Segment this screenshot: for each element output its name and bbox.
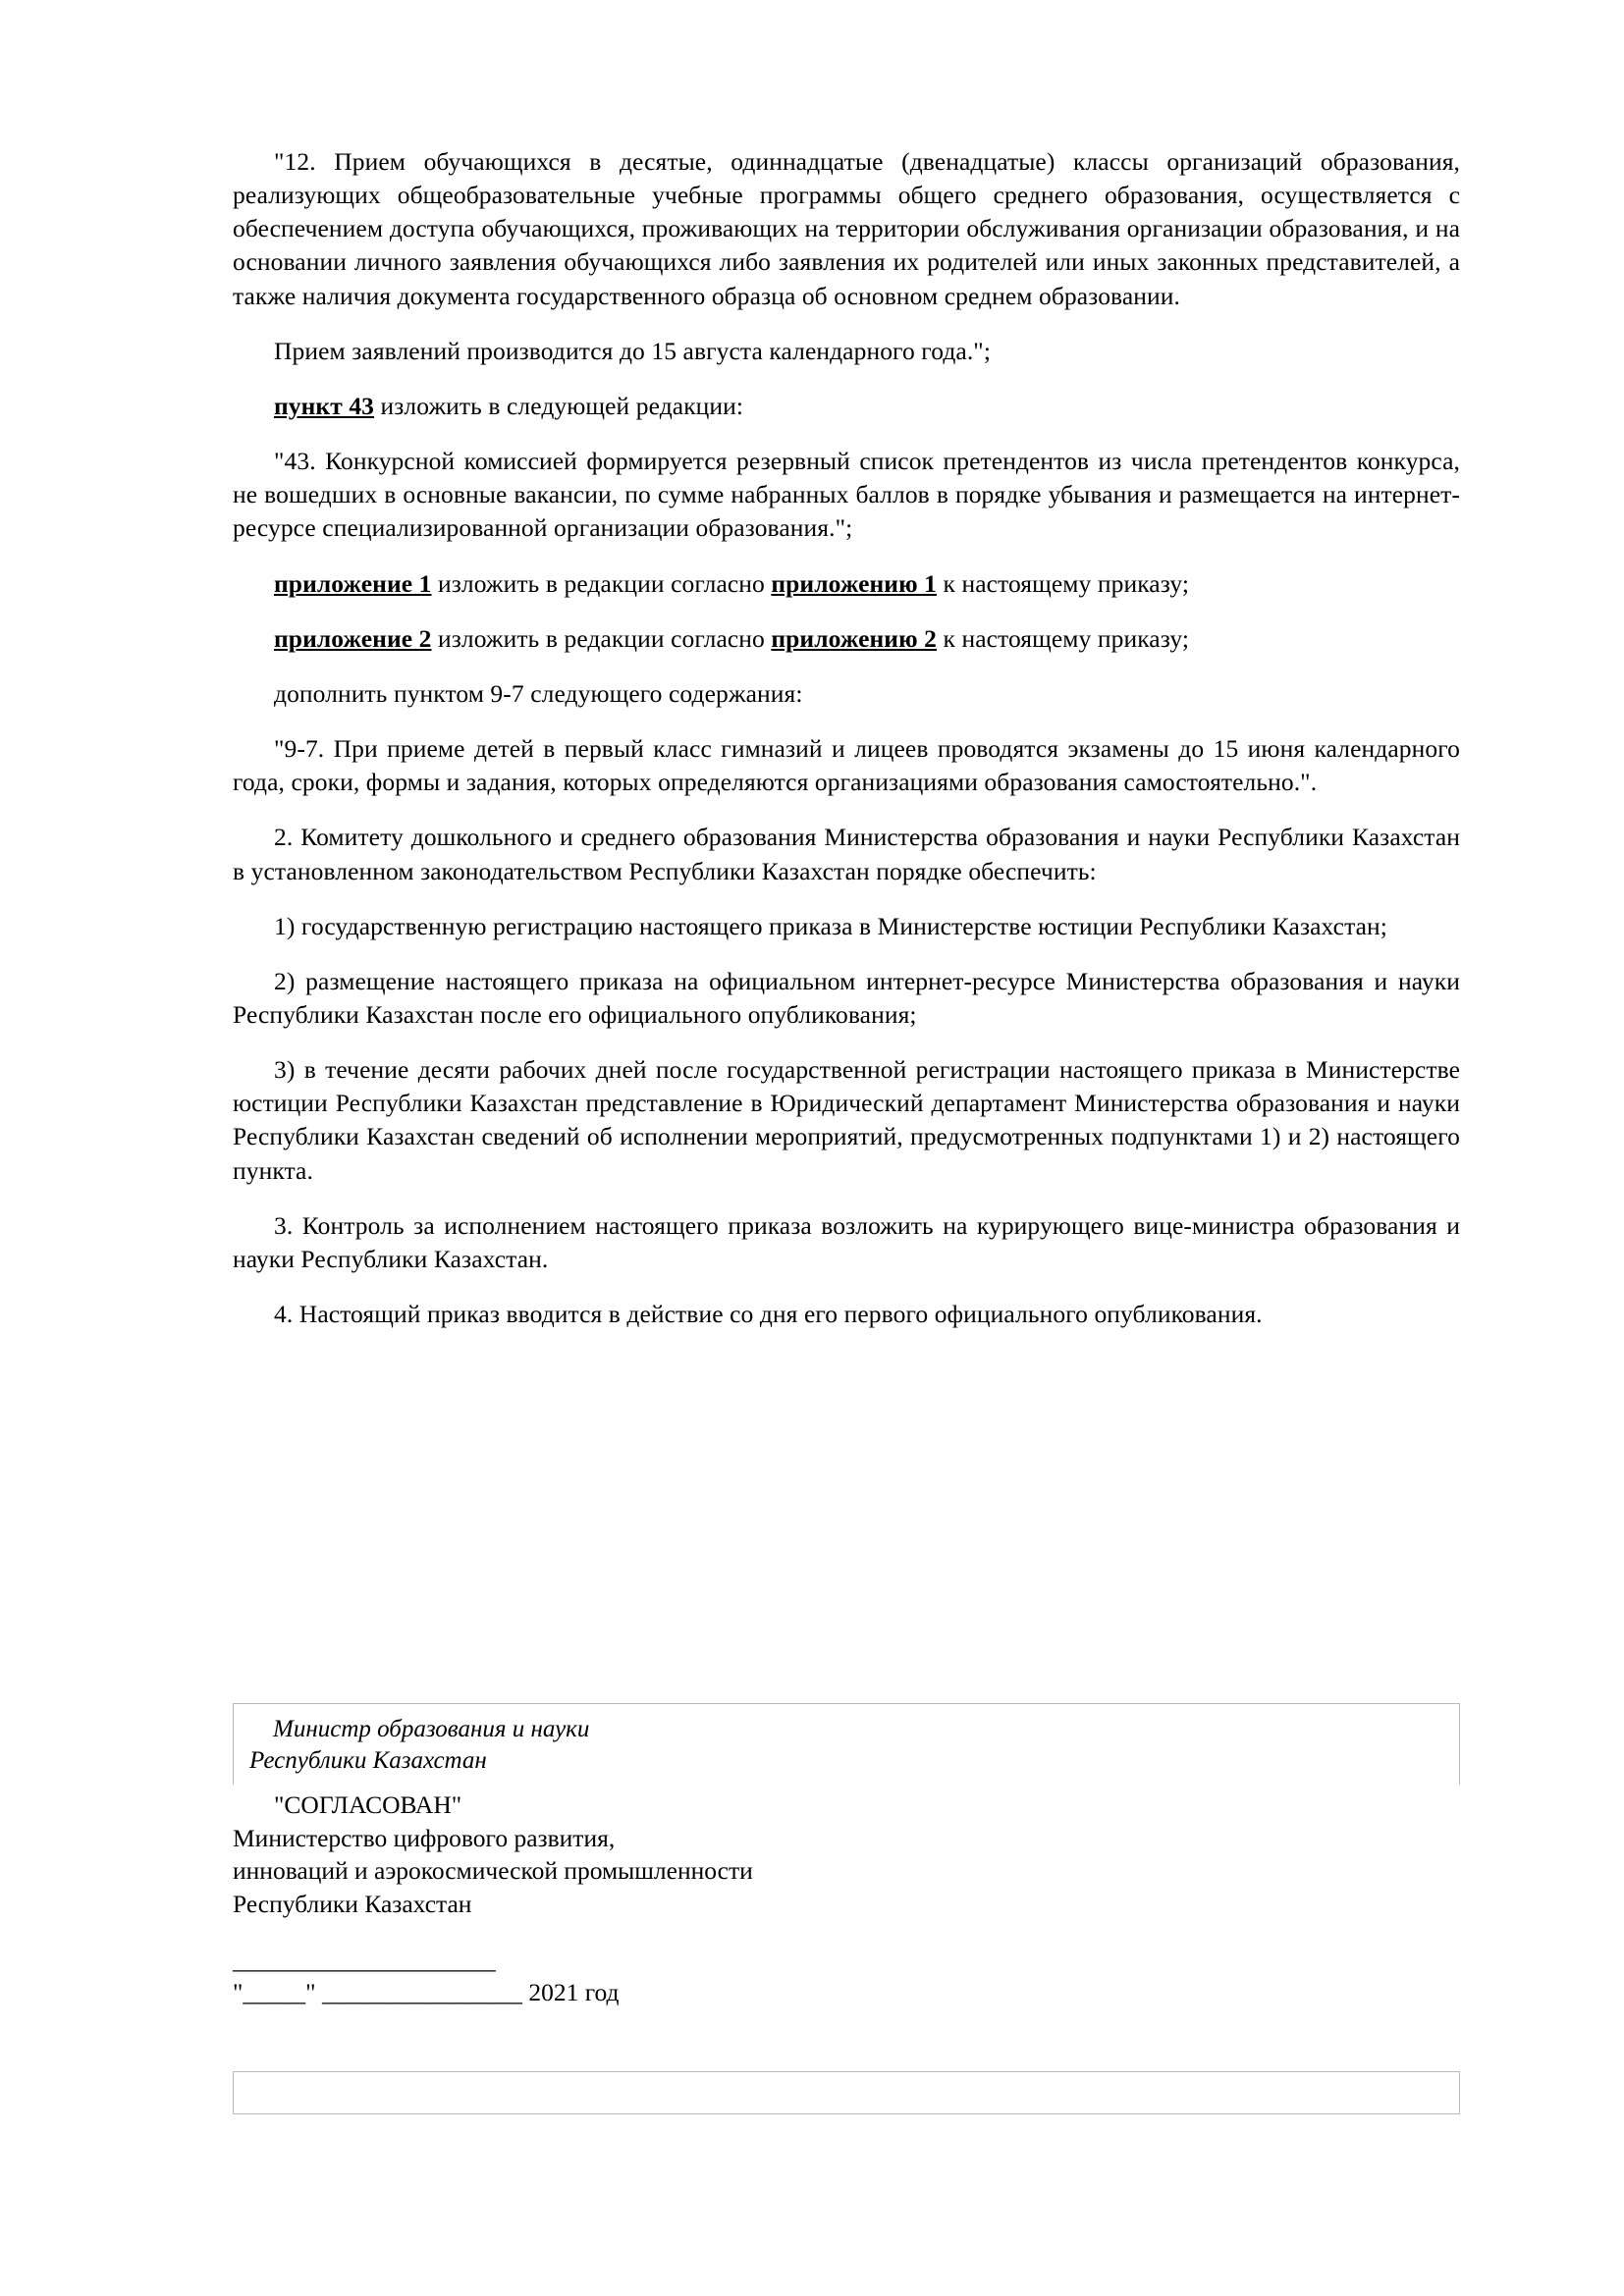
annex-1-reference: приложение 1 <box>274 568 432 598</box>
paragraph-application-deadline: Прием заявлений производится до 15 августа календарного года."; <box>274 336 991 365</box>
paragraph-3: 3. Контроль за исполнением настоящего приказа возложить на курирующего вице-министра образования и науки Республики Казахстан. <box>233 1210 1460 1273</box>
approval-block <box>233 1785 1460 2008</box>
paragraph-point-43-intro <box>233 390 1460 423</box>
paragraph-2-subpoint-3: 3) в течение десяти рабочих дней после государственной регистрации настоящего приказа в Министерстве юстиции Республики Казахстан представление в Юридический департамент Министерства образования и науки Республики Казахстан сведений об исполнении мероприятий, предусмотренных подпунктами 1) и 2) настоящего пункта. <box>233 1055 1460 1185</box>
approval-title: "СОГЛАСОВАН" <box>274 1790 462 1819</box>
annex-2-reference: приложение 2 <box>274 623 432 653</box>
paragraph-annex-2 <box>233 622 1460 656</box>
paragraph-2-subpoint-1: 1) государственную регистрацию настоящего приказа в Министерстве юстиции Республики Казахстан; <box>274 911 1387 940</box>
document-body <box>233 145 1460 1353</box>
paragraph-annex-1 <box>233 567 1460 601</box>
approval-ministry-line-3: Республики Казахстан <box>233 1889 472 1918</box>
paragraph-12: "12. Прием обучающихся в десятые, одиннадцатые (двенадцатые) классы организаций образования, реализующих общеобразовательные учебные программы общего среднего образования, осуществляется с обеспечением доступа обучающихся, проживающих на территории обслуживания организации образования, и на основании личного заявления обучающихся либо заявления их родителей или иных законных представителей, а также наличия документа государственного образца об основном среднем образовании. <box>233 147 1460 310</box>
annex-2-target-reference: приложению 2 <box>771 623 938 653</box>
approval-ministry-line-1: Министерство цифрового развития, <box>233 1823 616 1852</box>
minister-signature-table <box>233 1703 1460 1785</box>
annex-1-target-reference: приложению 1 <box>771 568 938 598</box>
signature-and-approval-block <box>233 1703 1460 2008</box>
approval-signature-rule: _____________________ <box>233 1945 496 1974</box>
paragraph-4: 4. Настоящий приказ вводится в действие со дня его первого официального опубликования. <box>274 1300 1263 1329</box>
annex-1-text: изложить в редакции согласно <box>431 568 772 598</box>
annex-1-tail: к настоящему приказу; <box>937 568 1190 598</box>
bottom-empty-table-cell <box>233 2071 1460 2114</box>
paragraph-2: 2. Комитету дошкольного и среднего образования Министерства образования и науки Республики Казахстан в установленном законодательством Республики Казахстан порядке обеспечить: <box>233 823 1460 885</box>
approval-ministry-line-2: инноваций и аэрокосмической промышленности <box>233 1856 753 1886</box>
point-43-reference: пункт 43 <box>274 391 375 420</box>
paragraph-add-point-9-7: дополнить пунктом 9-7 следующего содержания: <box>274 678 803 708</box>
minister-title-line-1: Министр образования и науки <box>273 1716 590 1742</box>
paragraph-43: "43. Конкурсной комиссией формируется резервный список претендентов из числа претендентов конкурса, не вошедших в основные вакансии, по сумме набранных баллов в порядке убывания и размещается на интернет-ресурсе специализированной организации образования."; <box>233 447 1460 543</box>
approval-date-line: "_____" ________________ 2021 год <box>233 1977 620 2006</box>
paragraph-2-subpoint-2: 2) размещение настоящего приказа на официальном интернет-ресурсе Министерства образования и науки Республики Казахстан после его официального опубликования; <box>233 966 1460 1029</box>
point-43-intro-text: изложить в следующей редакции: <box>374 391 744 420</box>
minister-title-line-2: Республики Казахстан <box>249 1747 487 1774</box>
paragraph-9-7: "9-7. При приеме детей в первый класс гимназий и лицеев проводятся экзамены до 15 июня календарного года, сроки, формы и задания, которых определяются организациями образования самостоятельно.". <box>233 734 1460 797</box>
annex-2-text: изложить в редакции согласно <box>431 623 772 653</box>
annex-2-tail: к настоящему приказу; <box>937 623 1190 653</box>
